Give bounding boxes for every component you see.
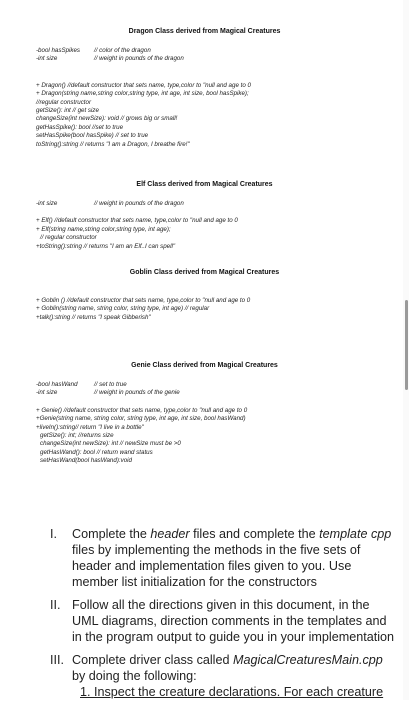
method-line: changeSize(int newSize): void // grows big or small! (36, 115, 178, 123)
genie-methods (36, 407, 409, 466)
method-line: + Goblin () //default constructor that sets name, type,color to "null and age to 0 (36, 297, 251, 304)
instruction-number: I. (50, 527, 57, 541)
goblin-title: Goblin Class derived from Magical Creatures (129, 269, 280, 276)
attr-comment: // weight in pounds of the dragon (94, 55, 184, 63)
instruction-subitem: 1. Inspect the creature declarations. For each creature (80, 685, 384, 699)
method-line: getHasWand(): bool // return wand status (40, 448, 153, 456)
method-line: +toString():string // returns "I am an Elf..I can spell" (36, 242, 176, 250)
attr-decl: -int size (36, 389, 58, 397)
dragon-uml-block (0, 28, 409, 149)
method-line: + Genie() //default constructor that sets name, type,color to "null and age to 0 (36, 406, 248, 414)
method-line: getSize(): int; //returns size (40, 432, 114, 440)
instruction-text: Complete the header files and complete the template cpp files by implementing the methods in the five sets of header and implementation files given to you. Use member list initialization for the constructors (72, 527, 392, 589)
genie-uml-block (0, 362, 409, 466)
method-line: + Dragon() //default constructor that sets name, type,color to "null and age to 0 (36, 81, 251, 89)
attr-comment: // color of the dragon (94, 47, 151, 54)
method-line: getSize(): int // get size (36, 107, 99, 115)
method-line: + Elf() //default constructor that sets name, type,color to "null and age to 0 (36, 217, 238, 225)
elf-title: Elf Class derived from Magical Creatures (136, 181, 273, 188)
instruction-number: II. (50, 598, 61, 612)
attr-comment: // weight in pounds of the genie (94, 389, 180, 397)
dragon-attr-row (36, 55, 409, 63)
instruction-item (50, 597, 395, 645)
method-line: changeSize(int newSize): int // newSize must be >0 (40, 440, 181, 448)
attr-comment: // set to true (94, 381, 127, 388)
goblin-methods (36, 297, 409, 322)
attr-decl: -bool hasSpikes (36, 47, 81, 54)
instructions-list (50, 526, 395, 707)
instruction-text: Complete driver class called MagicalCreaturesMain.cpp by doing the following: 1. Inspect the creature declarations. For each creature (72, 653, 384, 699)
method-line: // regular constructor (40, 234, 97, 242)
attr-decl: -bool hasWand (36, 381, 78, 388)
instruction-item (50, 526, 395, 590)
attr-decl: -int size (36, 200, 58, 207)
attr-comment: // weight in pounds of the dragon (94, 200, 184, 207)
dragon-attributes (36, 47, 409, 64)
elf-uml-block (0, 181, 409, 251)
instruction-number: III. (50, 653, 64, 667)
elf-methods (36, 217, 409, 251)
attr-decl: -int size (36, 55, 58, 63)
method-line: + Goblin(string name, string color, string type, int age) // regular (36, 305, 210, 313)
method-line: +liveIn():string// return "I live in a bottle" (36, 423, 144, 431)
dragon-methods (36, 82, 409, 149)
genie-title: Genie Class derived from Magical Creatures (131, 362, 278, 369)
method-line: getHasSpike(): bool //set to true (36, 123, 124, 131)
method-line: setHasWand(bool hasWand):void (40, 457, 132, 465)
genie-attr-row (36, 389, 409, 397)
instruction-text: Follow all the directions given in this document, in the UML diagrams, direction comments in the templates and in the program output to guide you in your implementation (72, 598, 395, 644)
method-line: + Elf(string name,string color,string type, int age); (36, 225, 171, 233)
method-line: setHasSpike(bool hasSpike) // set to true (36, 132, 149, 140)
elf-attr-row (36, 200, 409, 208)
genie-attr-row (36, 381, 409, 389)
elf-attributes (36, 200, 409, 208)
method-line: toString():string // returns "I am a Dragon, I breathe fire!" (36, 140, 190, 148)
dragon-attr-row (36, 47, 409, 55)
instruction-item (50, 652, 395, 700)
genie-attributes (36, 381, 409, 398)
dragon-title: Dragon Class derived from Magical Creatures (128, 28, 281, 35)
method-line: +Genie(string name, string color, string type, int age, int size, bool hasWand) (36, 415, 246, 423)
goblin-uml-block (0, 269, 409, 322)
method-line: +talk():string // returns "I speak Gibberish" (36, 313, 151, 321)
method-line: //regular constructor (36, 98, 92, 106)
method-line: + Dragon(string name,string color,string type, int age, int size, bool hasSpike); (36, 90, 249, 98)
